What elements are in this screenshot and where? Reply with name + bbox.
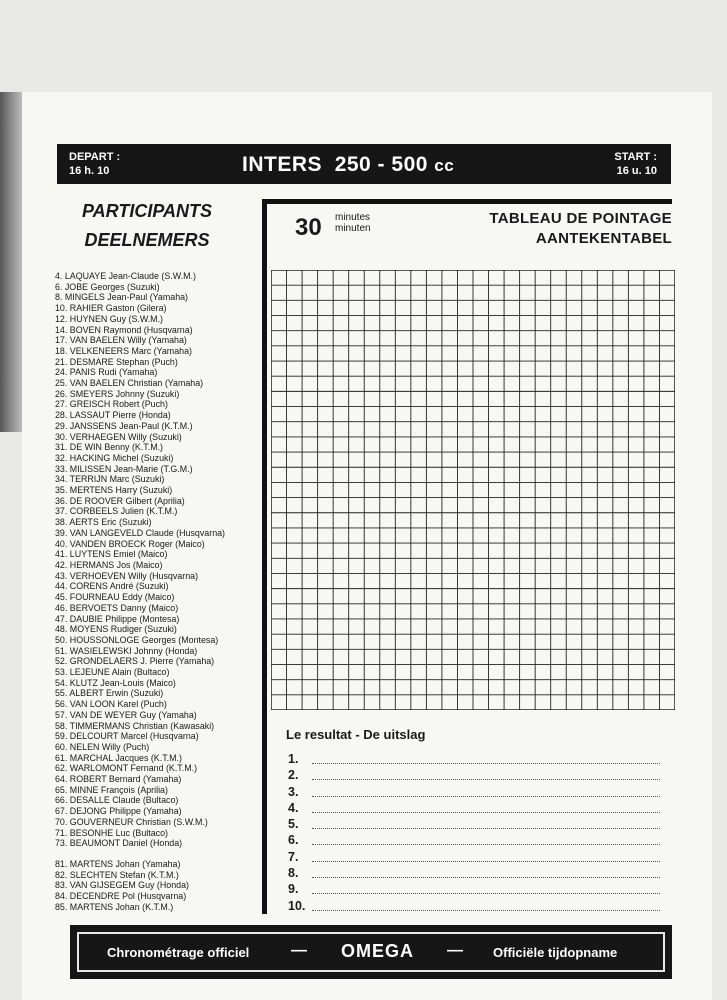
result-entry-line[interactable] <box>312 910 660 911</box>
footer-frame <box>77 932 665 972</box>
result-place-number: 10. <box>288 898 306 913</box>
participant-entry: 62. WARLOMONT Fernand (K.T.M.) <box>55 763 198 774</box>
start-time: 16 u. 10 <box>616 165 657 177</box>
participant-entry: 37. CORBEELS Julien (K.T.M.) <box>55 506 178 517</box>
duration-unit-fr: minutes <box>335 212 371 223</box>
participant-entry: 64. ROBERT Bernard (Yamaha) <box>55 774 182 785</box>
participant-entry: 25. VAN BAELEN Christian (Yamaha) <box>55 378 204 389</box>
result-place-number: 6. <box>288 833 299 848</box>
participant-entry: 6. JOBE Georges (Suzuki) <box>55 281 160 292</box>
participant-entry: 53. LEJEUNE Alain (Bultaco) <box>55 667 170 678</box>
scoring-title-fr: TABLEAU DE POINTAGE <box>489 210 672 227</box>
result-entry-line[interactable] <box>312 893 660 894</box>
depart-time: 16 h. 10 <box>69 165 110 177</box>
participant-entry: 27. GREISCH Robert (Puch) <box>55 399 168 410</box>
result-place-number: 3. <box>288 784 299 799</box>
participant-entry: 40. VANDEN BROECK Roger (Maico) <box>55 538 205 549</box>
race-name: INTERS <box>242 153 323 176</box>
footer-dash-left: — <box>291 942 307 959</box>
duration-units <box>335 212 371 234</box>
result-place-row <box>288 899 668 915</box>
participant-entry: 12. HUYNEN Guy (S.W.M.) <box>55 313 163 324</box>
participant-entry: 32. HACKING Michel (Suzuki) <box>55 452 174 463</box>
result-list <box>288 752 668 915</box>
participant-entry: 14. BOVEN Raymond (Husqvarna) <box>55 324 193 335</box>
participants-heading <box>78 197 216 255</box>
result-place-row <box>288 882 668 898</box>
participant-entry: 85. MARTENS Johan (K.T.M.) <box>55 901 174 912</box>
footer-dash-right: — <box>447 942 463 959</box>
participant-entry: 46. BERVOETS Danny (Maico) <box>55 602 179 613</box>
participant-entry: 51. WASIELEWSKI Johnny (Honda) <box>55 645 198 656</box>
result-place-number: 9. <box>288 882 299 897</box>
participant-entry: 73. BEAUMONT Daniel (Honda) <box>55 838 183 849</box>
race-header <box>57 144 671 184</box>
participant-entry: 55. ALBERT Erwin (Suzuki) <box>55 688 164 699</box>
result-place-number: 5. <box>288 817 299 832</box>
participant-entry: 26. SMEYERS Johnny (Suzuki) <box>55 388 180 399</box>
participants-title-fr: PARTICIPANTS <box>81 201 212 221</box>
result-title: Le resultat - De uitslag <box>286 727 426 742</box>
participant-entry: 50. HOUSSONLOGE Georges (Montesa) <box>55 634 219 645</box>
result-place-row <box>288 850 668 866</box>
participant-entry: 56. VAN LOON Karel (Puch) <box>55 699 167 710</box>
participant-entry: 47. DAUBIE Philippe (Montesa) <box>55 613 180 624</box>
result-entry-line[interactable] <box>312 844 660 845</box>
participant-entry: 30. VERHAEGEN Willy (Suzuki) <box>55 431 182 442</box>
participant-entry: 66. DESALLE Claude (Bultaco) <box>55 795 179 806</box>
result-place-number: 7. <box>288 849 299 864</box>
race-title <box>242 153 454 177</box>
participant-entry: 54. KLUTZ Jean-Louis (Maico) <box>55 677 176 688</box>
participant-entry: 70. GOUVERNEUR Christian (S.W.M.) <box>55 816 208 827</box>
participant-entry: 59. DELCOURT Marcel (Husqvarna) <box>55 731 199 742</box>
participant-entry: 31. DE WIN Benny (K.T.M.) <box>55 442 164 453</box>
participant-entry: 57. VAN DE WEYER Guy (Yamaha) <box>55 709 197 720</box>
result-place-number: 4. <box>288 800 299 815</box>
participant-entry: 41. LUYTENS Emiel (Maico) <box>55 549 168 560</box>
result-place-row <box>288 785 668 801</box>
result-place-row <box>288 752 668 768</box>
result-entry-line[interactable] <box>312 796 660 797</box>
result-place-row <box>288 768 668 784</box>
duration-value: 30 <box>295 214 322 241</box>
participant-entry: 60. NELEN Willy (Puch) <box>55 741 150 752</box>
result-place-row <box>288 817 668 833</box>
result-place-row <box>288 866 668 882</box>
result-entry-line[interactable] <box>312 861 660 862</box>
timing-footer <box>70 925 672 979</box>
participant-entry: 65. MINNE François (Aprilia) <box>55 784 168 795</box>
result-place-number: 8. <box>288 866 299 881</box>
participant-entry: 18. VELKENEERS Marc (Yamaha) <box>55 345 192 356</box>
participant-entry: 81. MARTENS Johan (Yamaha) <box>55 858 181 869</box>
participant-entry: 44. CORENS André (Suzuki) <box>55 581 169 592</box>
participant-entry: 52. GRONDELAERS J. Pierre (Yamaha) <box>55 656 215 667</box>
participant-entry: 84. DECENDRE Pol (Husqvarna) <box>55 891 187 902</box>
depart-block <box>69 150 120 178</box>
footer-left-text: Chronométrage officiel <box>107 945 250 960</box>
participant-entry: 83. VAN GIJSEGEM Guy (Honda) <box>55 880 189 891</box>
participant-entry: 43. VERHOEVEN Willy (Husqvarna) <box>55 570 199 581</box>
participant-entry: 45. FOURNEAU Eddy (Maico) <box>55 592 175 603</box>
result-entry-line[interactable] <box>312 763 660 764</box>
participant-entry: 33. MILISSEN Jean-Marie (T.G.M.) <box>55 463 193 474</box>
result-entry-line[interactable] <box>312 877 660 878</box>
lap-scoring-grid <box>271 270 675 710</box>
participant-entry: 24. PANIS Rudi (Yamaha) <box>55 367 158 378</box>
duration-unit-nl: minuten <box>335 223 371 234</box>
participant-entry: 4. LAQUAYE Jean-Claude (S.W.M.) <box>55 271 196 281</box>
participant-entry: 58. TIMMERMANS Christian (Kawasaki) <box>55 720 215 731</box>
participant-entry: 34. TERRIJN Marc (Suzuki) <box>55 474 165 485</box>
result-place-row <box>288 833 668 849</box>
participant-entry: 35. MERTENS Harry (Suzuki) <box>55 485 173 496</box>
participant-list <box>55 271 270 912</box>
race-unit: cc <box>434 156 455 175</box>
result-entry-line[interactable] <box>312 779 660 780</box>
result-place-number: 2. <box>288 768 299 783</box>
participants-title-nl: DEELNEMERS <box>84 230 210 250</box>
participant-entry: 29. JANSSENS Jean-Paul (K.T.M.) <box>55 420 193 431</box>
participant-entry: 17. VAN BAELEN Willy (Yamaha) <box>55 335 187 346</box>
participant-entry: 8. MINGELS Jean-Paul (Yamaha) <box>55 292 189 303</box>
start-block <box>614 150 657 178</box>
scoring-title-nl: AANTEKENTABEL <box>535 230 672 247</box>
participant-entry: 67. DEJONG Philippe (Yamaha) <box>55 806 182 817</box>
result-place-row <box>288 801 668 817</box>
participant-entry: 71. BESONHE Luc (Bultaco) <box>55 827 168 838</box>
footer-brand: OMEGA <box>341 941 415 961</box>
result-entry-line[interactable] <box>312 812 660 813</box>
participant-entry: 21. DESMARE Stephan (Puch) <box>55 356 178 367</box>
list-gap <box>55 849 270 859</box>
scoring-board-title <box>489 209 672 249</box>
participant-entry: 82. SLECHTEN Stefan (K.T.M.) <box>55 869 179 880</box>
footer-right-text: Officiële tijdopname <box>493 945 618 960</box>
participant-entry: 38. AERTS Eric (Suzuki) <box>55 517 152 528</box>
result-place-number: 1. <box>288 752 299 766</box>
race-class: 250 - 500 <box>334 153 428 176</box>
participant-entry: 36. DE ROOVER Gilbert (Aprilia) <box>55 495 185 506</box>
participant-entry: 48. MOYENS Rudiger (Suzuki) <box>55 624 177 635</box>
participant-entry: 61. MARCHAL Jacques (K.T.M.) <box>55 752 182 763</box>
participant-entry: 39. VAN LANGEVELD Claude (Husqvarna) <box>55 527 226 538</box>
participant-entry: 10. RAHIER Gaston (Gilera) <box>55 303 167 314</box>
start-label: START : <box>614 151 657 163</box>
participant-entry: 28. LASSAUT Pierre (Honda) <box>55 410 171 421</box>
depart-label: DEPART : <box>69 151 121 163</box>
participant-entry: 42. HERMANS Jos (Maico) <box>55 559 163 570</box>
result-entry-line[interactable] <box>312 828 660 829</box>
